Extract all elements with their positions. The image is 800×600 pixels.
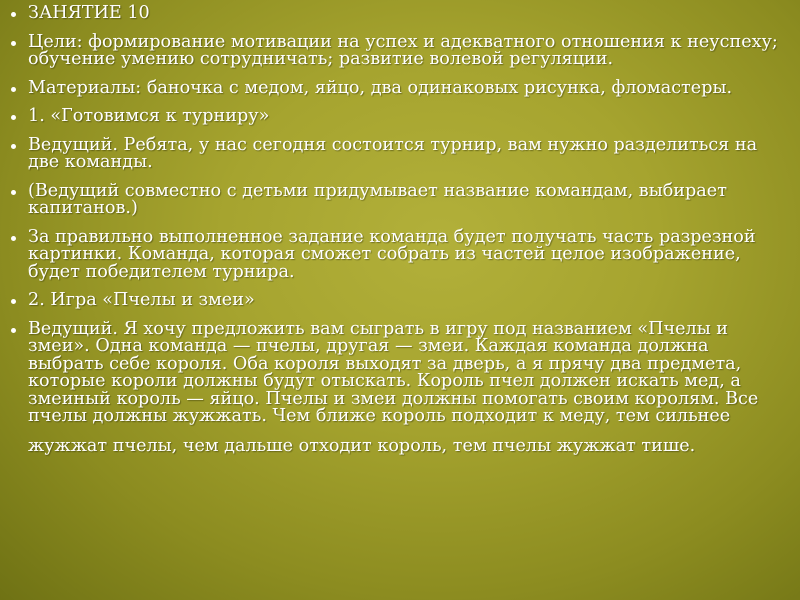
bullet-text: Материалы: баночка с медом, яйцо, два одинаковых рисунка, фломастеры. <box>28 77 733 98</box>
bullet-item-puzzle-rules <box>0 226 800 282</box>
bullet-item-continuation <box>0 435 800 456</box>
bullet-dot-icon <box>11 12 16 17</box>
bullet-text: 1. «Готовимся к турниру» <box>28 106 270 126</box>
bullet-text: Ведущий. Я хочу предложить вам сыграть в игру под названием «Пчелы и змеи». Одна команда — пчелы, другая — змеи. Каждая команда должна выбрать себе короля. Оба короля выходят за дверь, а я прячу два предмета, которые короли должны будут отыскать. Король пчел должен искать мед, а змеиный король — яйцо. Пчелы и змеи должны помогать своим королям. Все пчелы должны жужжать. Чем ближе король подходит к меду, тем сильнее <box>28 318 759 426</box>
bullet-dot-icon <box>11 328 16 333</box>
bullet-dot-icon <box>11 41 16 46</box>
bullet-item-section-2-title <box>0 292 800 310</box>
bullet-text: За правильно выполненное задание команда будет получать часть разрезной картинки. Команда, которая сможет собрать из частей целое изображение, будет победителем турнира. <box>28 226 756 282</box>
bullet-text: Ведущий. Ребята, у нас сегодня состоится турнир, вам нужно разделиться на две команды. <box>28 134 758 172</box>
bullet-text: 2. Игра «Пчелы и змеи» <box>28 290 255 310</box>
bullet-item-host-teams <box>0 134 800 172</box>
bullet-item-captains-note <box>0 180 800 218</box>
bullet-item-section-1-title <box>0 108 800 126</box>
bullet-text: ЗАНЯТИЕ 10 <box>28 3 150 23</box>
bullet-text: (Ведущий совместно с детьми придумывает название командам, выбирает капитанов.) <box>28 180 727 218</box>
bullet-item-materials <box>0 77 800 98</box>
bullet-item-lesson-title <box>0 0 800 23</box>
bullet-dot-icon <box>11 299 16 304</box>
bullet-dot-icon <box>11 87 16 92</box>
bullet-text: Цели: формирование мотивации на успех и адекватного отношения к неуспеху; обучение умению сотрудничать; развитие волевой регуляции. <box>28 31 778 69</box>
bullet-item-bees-snakes-game <box>0 318 800 426</box>
bullet-dot-icon <box>11 190 16 195</box>
bullet-item-goals <box>0 31 800 69</box>
bullet-dot-icon <box>11 115 16 120</box>
bullet-text: жужжат пчелы, чем дальше отходит король, тем пчелы жужжат тише. <box>28 435 696 456</box>
bullet-dot-icon <box>11 236 16 241</box>
bullet-dot-icon <box>11 144 16 149</box>
